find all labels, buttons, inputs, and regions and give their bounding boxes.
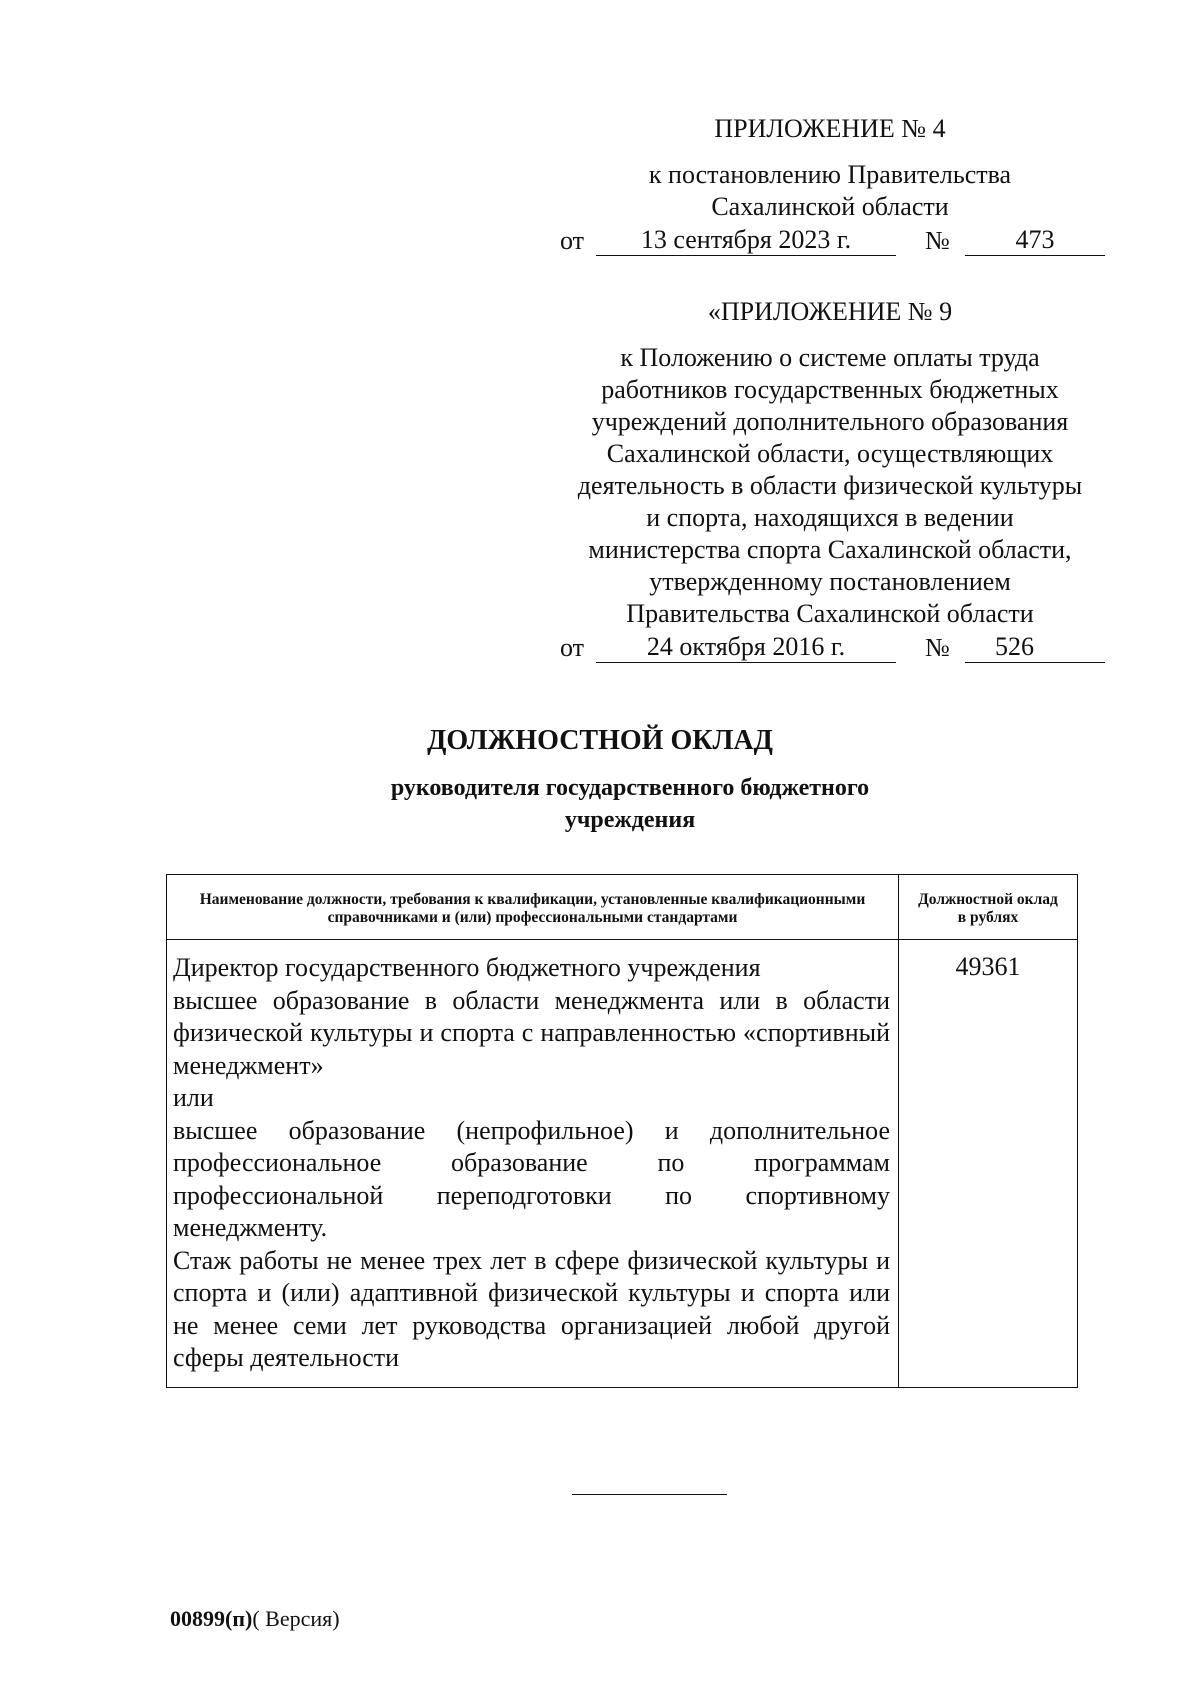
number-sign: № [925,633,950,662]
table-header-row [167,875,1078,940]
annex-9-line: утвержденному постановлением [649,567,1011,596]
document-version: ( Версия) [252,1606,340,1631]
salary-value: 49361 [899,940,1078,1388]
document-code: 00899(п) [170,1606,253,1631]
annex-4-block [540,113,1120,259]
annex-4-line: к постановлению Правительства [648,160,1012,189]
annex-9-line: министерства спорта Сахалинской области, [588,535,1072,564]
position-description [167,940,899,1388]
annex-9-title: «ПРИЛОЖЕНИЕ № 9 [707,297,953,326]
document-title: ДОЛЖНОСТНОЙ ОКЛАД [427,725,773,756]
annex-9-line: деятельность в области физической культуры [577,471,1083,500]
header-position-requirements: Наименование должности, требования к квалификации, установленные квалификационными справочниками и (или) профессиональными стандартами [167,875,899,940]
requirement-paragraph: или [173,1083,214,1112]
requirement-paragraph: высшее образование (непрофильное) и дополнительное профессиональное образование по программам профессиональной переподготовки по спортивному менеджменту. [173,1115,890,1242]
experience-paragraph: Стаж работы не менее трех лет в сфере физической культуры и спорта и (или) адаптивной физической культуры и спорта или не менее семи лет руководства организацией любой другой сферы деятельности [173,1245,890,1372]
annex-9-line: работников государственных бюджетных [601,375,1059,404]
date-prefix: от [560,226,585,255]
requirement-paragraph: высшее образование в области менеджмента или в области физической культуры и спорта с направленностью «спортивный менеджмент» [173,985,890,1080]
annex-9-line: к Положению о системе оплаты труда [620,343,1040,372]
document-subtitle [330,772,930,836]
position-name: Директор государственного бюджетного учреждения [173,953,761,982]
resolution-number: 473 [965,225,1105,256]
annex-9-line: Сахалинской области, осуществляющих [606,439,1054,468]
resolution-date: 13 сентября 2023 г. [596,225,896,256]
subtitle-line: руководителя государственного бюджетного [390,775,870,801]
annex-9-line: и спорта, находящихся в ведении [646,503,1014,532]
annex-9-line: учреждений дополнительного образования [591,407,1069,436]
subtitle-line: учреждения [564,807,696,833]
annex-9-block [540,296,1120,666]
salary-table [166,874,1078,1388]
annex-4-line: Сахалинской области [711,192,949,221]
date-prefix: от [560,633,585,662]
table-row [167,940,1078,1388]
number-sign: № [925,226,950,255]
footer [170,1606,340,1632]
annex-9-date-row [540,632,1120,666]
annex-4-title: ПРИЛОЖЕНИЕ № 4 [714,114,946,143]
header-salary: Должностной оклад в рублях [899,875,1078,940]
end-separator-line [572,1494,727,1495]
annex-4-date-row [540,225,1120,259]
regulation-date: 24 октября 2016 г. [596,632,896,663]
regulation-number: 526 [965,632,1105,663]
annex-9-line: Правительства Сахалинской области [626,599,1034,628]
